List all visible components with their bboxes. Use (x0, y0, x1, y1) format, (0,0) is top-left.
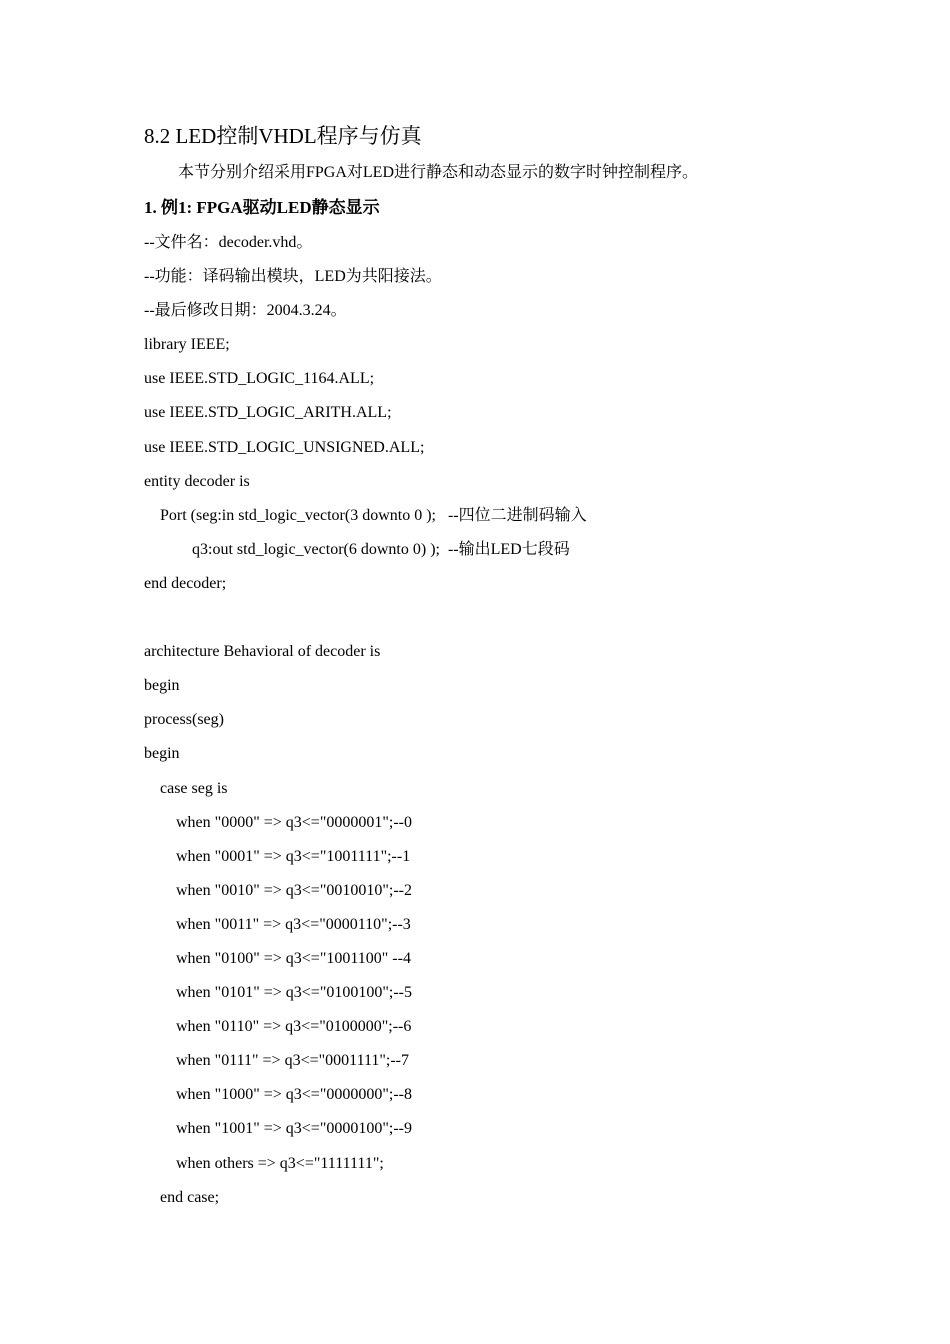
code-line: end decoder; (144, 574, 227, 592)
code-line: use IEEE.STD_LOGIC_ARITH.ALL; (144, 404, 392, 422)
intro-paragraph: 本节分别介绍采用FPGA对LED进行静态和动态显示的数字时钟控制程序。 (178, 164, 699, 181)
code-line: when "0010" => q3<="0010010";--2 (144, 881, 412, 899)
code-line: --功能：译码输出模块，LED为共阳接法。 (144, 268, 442, 286)
code-line: use IEEE.STD_LOGIC_UNSIGNED.ALL; (144, 438, 425, 456)
code-line: entity decoder is (144, 472, 250, 490)
example-heading: 1. 例1: FPGA驱动LED静态显示 (144, 198, 380, 217)
code-line: process(seg) (144, 711, 224, 729)
code-line: --最后修改日期：2004.3.24。 (144, 302, 347, 320)
code-line: when "0011" => q3<="0000110";--3 (144, 915, 411, 933)
code-line: end case; (144, 1188, 220, 1206)
code-line: when "0110" => q3<="0100000";--6 (144, 1018, 412, 1036)
code-listing (144, 229, 587, 1218)
code-line: when "1000" => q3<="0000000";--8 (144, 1086, 412, 1104)
section-title: 8.2 LED控制VHDL程序与仿真 (144, 124, 422, 148)
code-line: when "0001" => q3<="1001111";--1 (144, 847, 411, 865)
code-line: begin (144, 677, 180, 695)
code-line: begin (144, 745, 180, 763)
code-line: Port (seg:in std_logic_vector(3 downto 0 ); --四位二进制码输入 (144, 506, 587, 524)
code-line: library IEEE; (144, 336, 230, 354)
code-line: case seg is (144, 779, 228, 797)
code-line: q3:out std_logic_vector(6 downto 0) ); --输出LED七段码 (144, 540, 570, 558)
code-line (144, 604, 587, 638)
code-line: when "0101" => q3<="0100100";--5 (144, 984, 412, 1002)
code-line: when "0000" => q3<="0000001";--0 (144, 813, 412, 831)
code-line: when "1001" => q3<="0000100";--9 (144, 1120, 412, 1138)
code-line: when others => q3<="1111111"; (144, 1154, 384, 1172)
code-line: when "0100" => q3<="1001100" --4 (144, 949, 411, 967)
code-line: use IEEE.STD_LOGIC_1164.ALL; (144, 370, 375, 388)
code-line: architecture Behavioral of decoder is (144, 643, 381, 661)
code-line: --文件名：decoder.vhd。 (144, 234, 313, 251)
code-line: when "0111" => q3<="0001111";--7 (144, 1052, 410, 1070)
